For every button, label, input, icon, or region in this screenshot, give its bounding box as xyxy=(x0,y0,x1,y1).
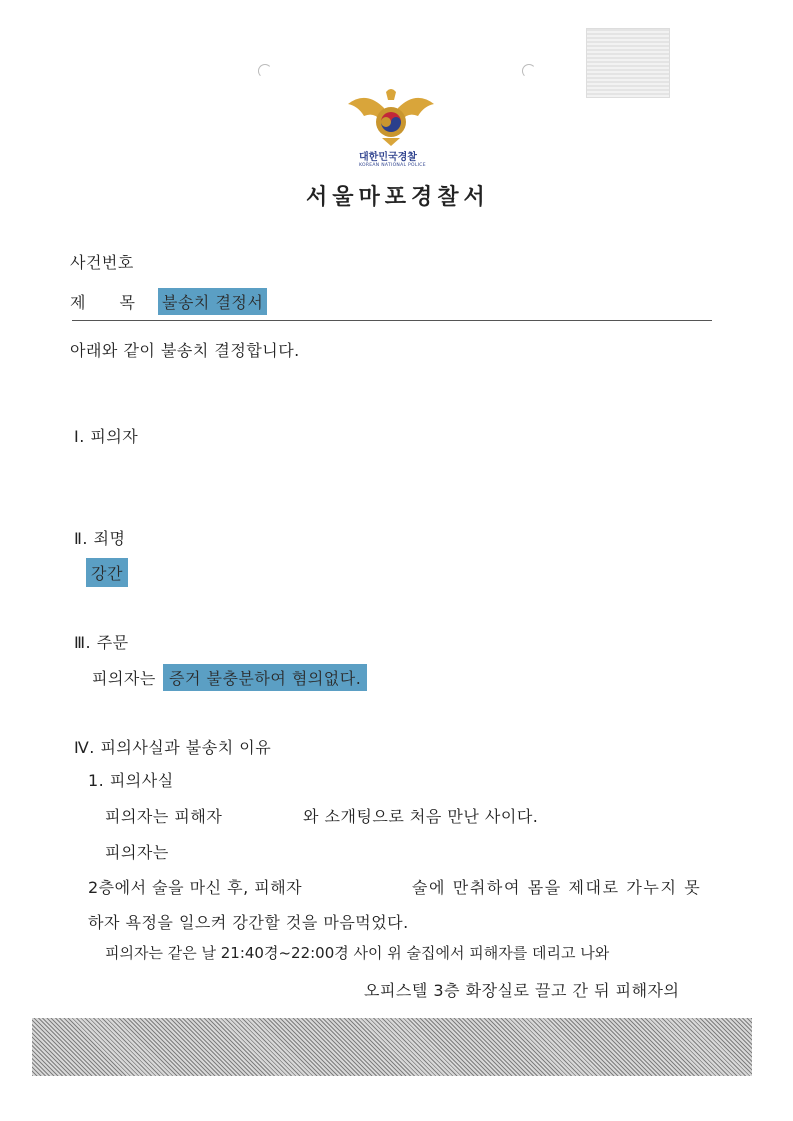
intro-sentence: 아래와 같이 불송치 결정합니다. xyxy=(70,341,300,360)
subject-label: 제 목 xyxy=(70,293,136,312)
body-line-2: 피의자는 xyxy=(105,843,169,862)
punch-hole-mark xyxy=(522,64,536,78)
section-suspect-heading: Ⅰ. 피의자 xyxy=(74,427,139,446)
section-charge-heading: Ⅱ. 죄명 xyxy=(74,529,126,548)
body-line-3a: 2층에서 술을 마신 후, 피해자 xyxy=(88,878,303,897)
body-line-6: 오피스텔 3층 화장실로 끌고 간 뒤 피해자의 xyxy=(364,981,680,1000)
emblem-name-en: KOREAN NATIONAL POLICE xyxy=(359,163,426,168)
body-line-1a: 피의자는 피해자 xyxy=(105,807,223,826)
charge-value: 강간 xyxy=(86,558,128,587)
body-line-5: 피의자는 같은 날 21:40경~22:00경 사이 위 술집에서 피해자를 데리고 나와 xyxy=(105,944,610,962)
scan-noise-band xyxy=(32,1018,752,1076)
body-line-3b: 술에 만취하여 몸을 제대로 가누지 못 xyxy=(412,878,702,897)
body-line-1b: 와 소개팅으로 처음 만난 사이다. xyxy=(303,807,539,826)
order-prefix: 피의자는 xyxy=(92,669,156,688)
header-divider xyxy=(72,320,712,321)
police-emblem-icon xyxy=(346,86,436,148)
subject-value: 불송치 결정서 xyxy=(158,288,267,315)
emblem-name-ko: 대한민국경찰 xyxy=(359,152,417,163)
redacted-stamp-box xyxy=(586,28,670,98)
office-title: 서울마포경찰서 xyxy=(306,184,490,210)
facts-subheading: 1. 피의사실 xyxy=(88,771,174,790)
punch-hole-mark xyxy=(258,64,272,78)
body-line-4: 하자 욕정을 일으켜 강간할 것을 마음먹었다. xyxy=(88,913,409,932)
order-value: 증거 불충분하여 혐의없다. xyxy=(163,664,367,691)
case-number-label: 사건번호 xyxy=(70,253,134,272)
section-facts-heading: Ⅳ. 피의사실과 불송치 이유 xyxy=(74,738,272,757)
section-order-heading: Ⅲ. 주문 xyxy=(74,633,129,652)
